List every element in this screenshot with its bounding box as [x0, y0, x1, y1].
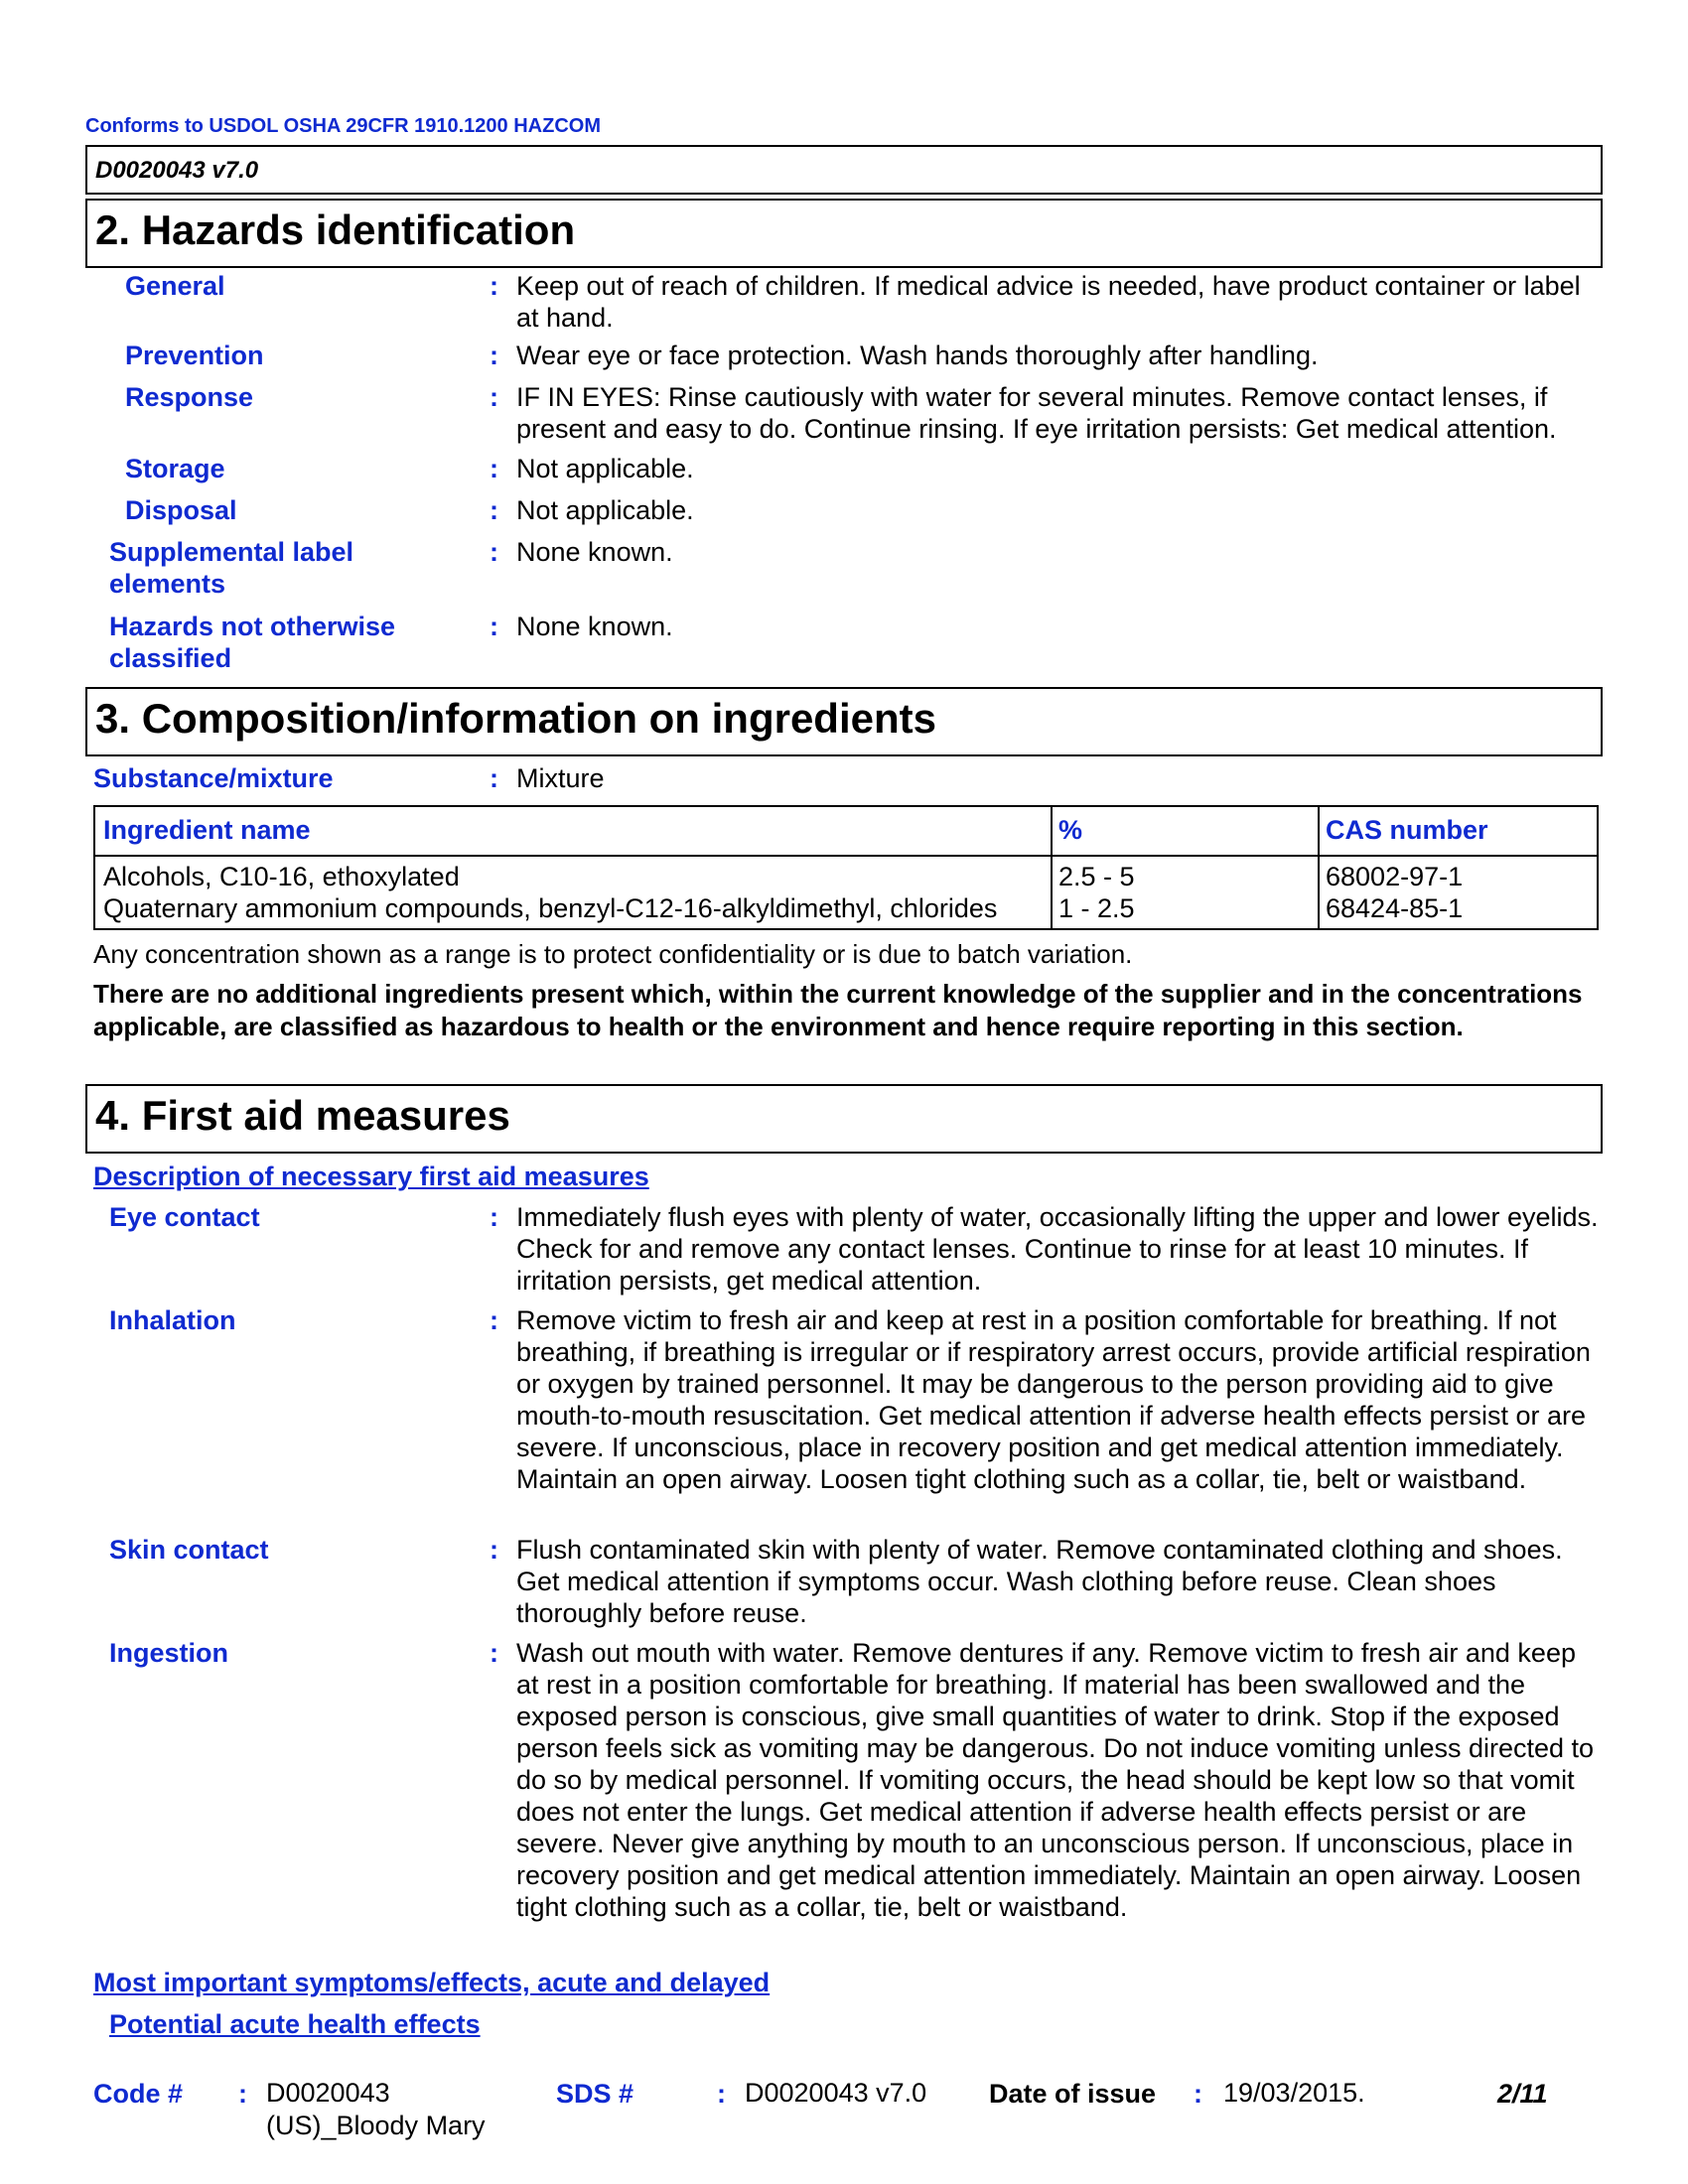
column-header-cas: CAS number	[1326, 815, 1488, 845]
table-cell-ingredient: Quaternary ammonium compounds, benzyl-C12-16-alkyldimethyl, chlorides	[103, 893, 998, 923]
ingestion-label: Ingestion	[109, 1638, 228, 1668]
table-cell-percent: 1 - 2.5	[1058, 893, 1135, 923]
colon: :	[490, 454, 498, 483]
storage-label: Storage	[125, 454, 225, 483]
ingredients-table	[93, 805, 1599, 930]
document-id-box	[85, 145, 1603, 195]
footer-code-value: D0020043	[266, 2078, 390, 2108]
footer-sds-label: SDS #	[556, 2079, 634, 2109]
inhalation-label: Inhalation	[109, 1305, 236, 1335]
section-4-header	[85, 1084, 1603, 1154]
conformance-statement: Conforms to USDOL OSHA 29CFR 1910.1200 HAZCOM	[85, 115, 601, 137]
colon: :	[490, 341, 498, 370]
document-id: D0020043 v7.0	[95, 157, 259, 184]
column-header-ingredient: Ingredient name	[103, 815, 311, 845]
footer-code-sub: (US)_Bloody Mary	[266, 2111, 486, 2140]
eye-contact-value: Immediately flush eyes with plenty of water, occasionally lifting the upper and lower eyelids. Check for and remove any contact lenses. Continue to rinse for at least 10 minutes. If irritation persists, get medical attention.	[516, 1202, 1599, 1296]
colon: :	[490, 382, 498, 412]
skin-contact-value: Flush contaminated skin with plenty of water. Remove contaminated clothing and shoes. Get medical attention if symptoms occur. Wash clothing before reuse. Clean shoes thoroughly before reuse.	[516, 1535, 1563, 1628]
table-header-divider	[95, 855, 1597, 857]
colon: :	[490, 1638, 498, 1668]
section-3-header	[85, 687, 1603, 756]
section-2-header	[85, 199, 1603, 268]
hnoc-value: None known.	[516, 612, 673, 641]
colon: :	[490, 537, 498, 567]
table-column-divider	[1051, 807, 1053, 928]
footer-date-value: 19/03/2015.	[1223, 2078, 1365, 2108]
substance-value: Mixture	[516, 763, 605, 793]
table-cell-cas: 68424-85-1	[1326, 893, 1464, 923]
symptoms-effects-link[interactable]: Most important symptoms/effects, acute and delayed	[93, 1968, 771, 1997]
general-value: Keep out of reach of children. If medical advice is needed, have product container or label at hand.	[516, 271, 1581, 333]
skin-contact-label: Skin contact	[109, 1535, 269, 1565]
colon: :	[490, 495, 498, 525]
colon: :	[490, 1202, 498, 1232]
colon: :	[1194, 2079, 1202, 2109]
prevention-label: Prevention	[125, 341, 264, 370]
supplemental-value: None known.	[516, 537, 673, 567]
disposal-label: Disposal	[125, 495, 237, 525]
column-header-percent: %	[1058, 815, 1083, 845]
substance-label: Substance/mixture	[93, 763, 334, 793]
footer-sds-value: D0020043 v7.0	[745, 2078, 927, 2108]
first-aid-description-link[interactable]: Description of necessary first aid measures	[93, 1161, 649, 1191]
storage-value: Not applicable.	[516, 454, 694, 483]
supplemental-label: Supplemental label elements	[109, 537, 354, 599]
colon: :	[717, 2079, 726, 2109]
colon: :	[490, 271, 498, 301]
response-label: Response	[125, 382, 254, 412]
hazard-reporting-note: There are no additional ingredients present which, within the current knowledge of the supplier and in the concentrations applicable, are classified as hazardous to health or the environment and hence require reporting in this section.	[93, 979, 1583, 1041]
range-note: Any concentration shown as a range is to protect confidentiality or is due to batch variation.	[93, 939, 1133, 969]
table-cell-cas: 68002-97-1	[1326, 862, 1464, 891]
acute-health-effects-link[interactable]: Potential acute health effects	[109, 2009, 481, 2039]
section-4-title: 4. First aid measures	[95, 1092, 510, 1139]
table-cell-percent: 2.5 - 5	[1058, 862, 1135, 891]
footer-date-label: Date of issue	[989, 2079, 1157, 2109]
table-column-divider	[1318, 807, 1320, 928]
ingestion-value: Wash out mouth with water. Remove dentures if any. Remove victim to fresh air and keep at rest in a position comfortable for breathing. If material has been swallowed and the exposed person is conscious, give small quantities of water to drink. Stop if the exposed person feels sick as vomiting may be dangerous. Do not induce vomiting unless directed to do so by medical personnel. If vomiting occurs, the head should be kept low so that vomit does not enter the lungs. Get medical attention if adverse health effects persist or are severe. Never give anything by mouth to an unconscious person. If unconscious, place in recovery position and get medical attention immediately. Maintain an open airway. Loosen tight clothing such as a collar, tie, belt or waistband.	[516, 1638, 1595, 1922]
footer-code-label: Code #	[93, 2079, 184, 2109]
disposal-value: Not applicable.	[516, 495, 694, 525]
colon: :	[490, 1305, 498, 1335]
table-cell-ingredient: Alcohols, C10-16, ethoxylated	[103, 862, 460, 891]
general-label: General	[125, 271, 225, 301]
section-2-title: 2. Hazards identification	[95, 206, 576, 253]
colon: :	[490, 763, 498, 793]
hnoc-label: Hazards not otherwise classified	[109, 612, 396, 673]
colon: :	[490, 1535, 498, 1565]
inhalation-value: Remove victim to fresh air and keep at rest in a position comfortable for breathing. If not breathing, if breathing is irregular or if respiratory arrest occurs, provide artificial respiration or oxygen by trained personnel. It may be dangerous to the person providing aid to give mouth-to-mouth resuscitation. Get medical attention if adverse health effects persist or are severe. If unconscious, place in recovery position and get medical attention immediately. Maintain an open airway. Loosen tight clothing such as a collar, tie, belt or waistband.	[516, 1305, 1591, 1494]
prevention-value: Wear eye or face protection. Wash hands thoroughly after handling.	[516, 341, 1319, 370]
eye-contact-label: Eye contact	[109, 1202, 260, 1232]
page-number: 2/11	[1497, 2079, 1548, 2109]
response-value: IF IN EYES: Rinse cautiously with water for several minutes. Remove contact lenses, if present and easy to do. Continue rinsing. If eye irritation persists: Get medical attention.	[516, 382, 1557, 444]
section-3-title: 3. Composition/information on ingredients	[95, 695, 936, 742]
colon: :	[238, 2079, 247, 2109]
colon: :	[490, 612, 498, 641]
